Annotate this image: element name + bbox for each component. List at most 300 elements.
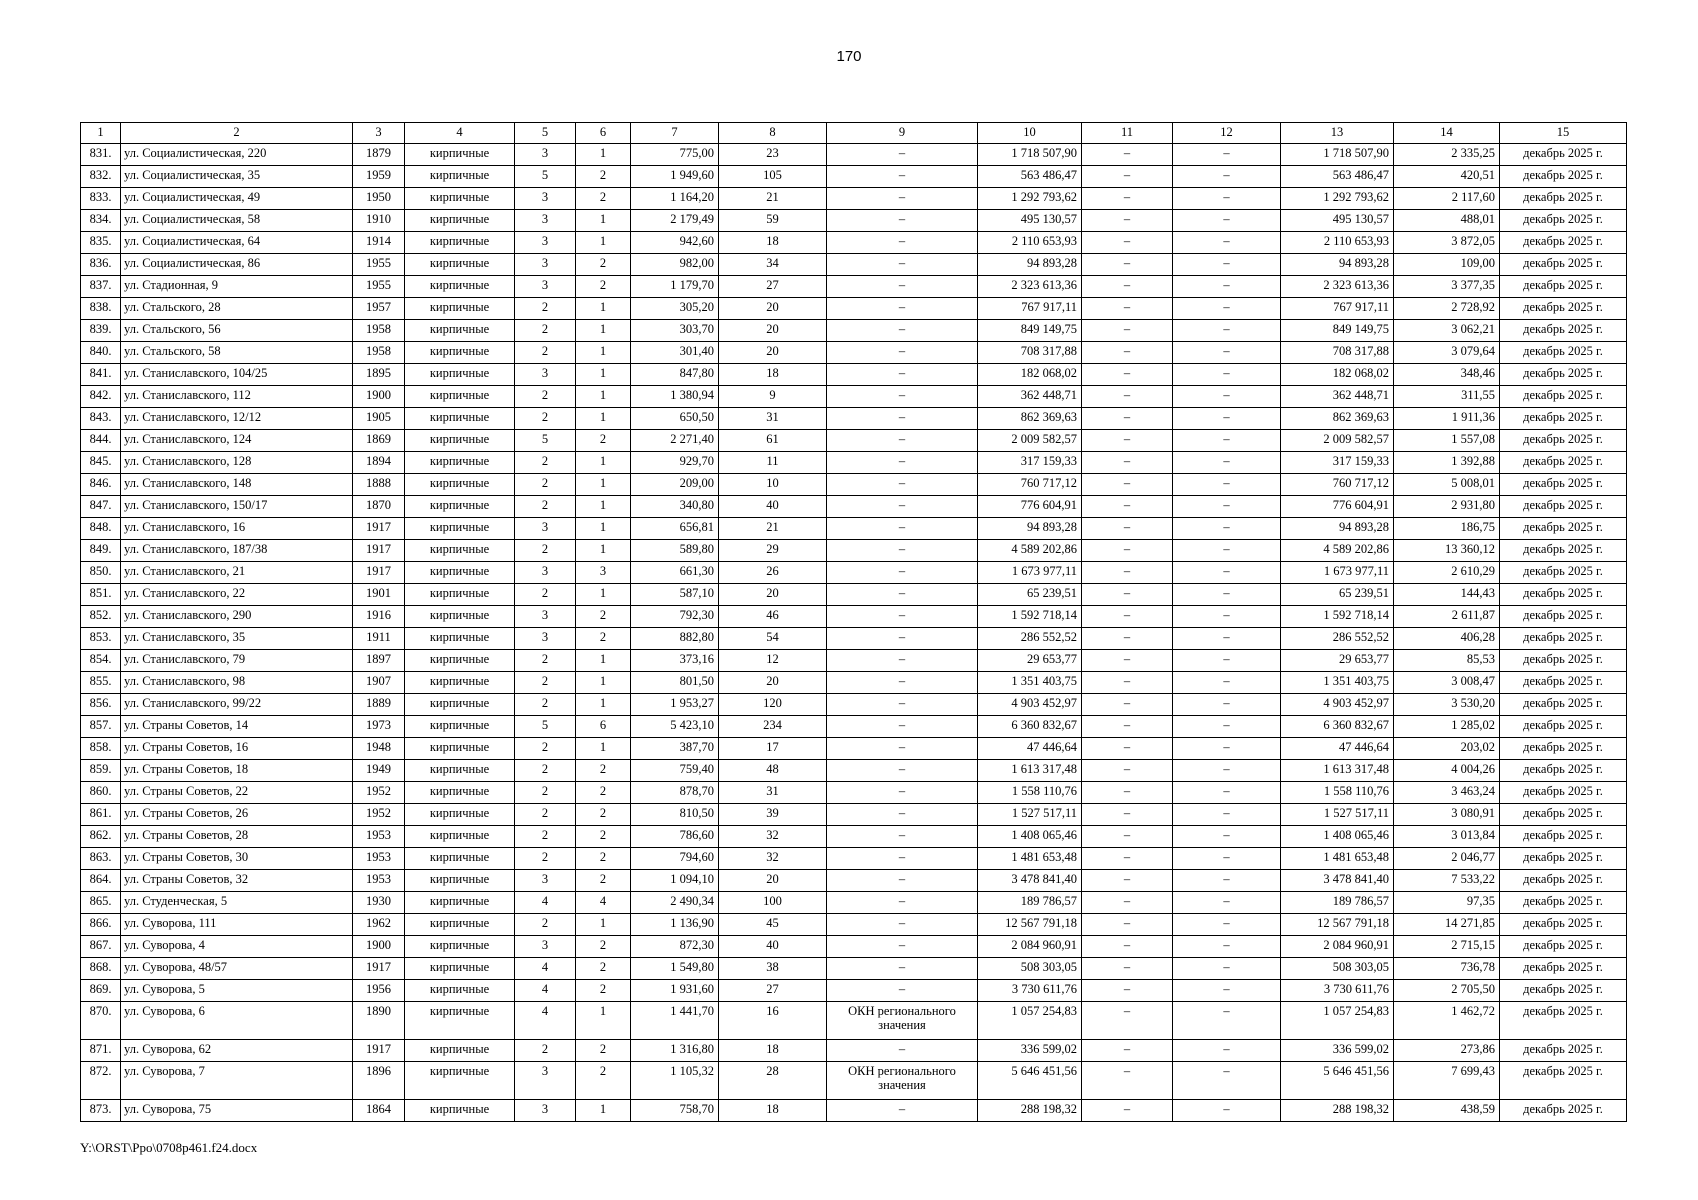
cell-funding-col-12: – — [1173, 1100, 1281, 1122]
cell-year-built: 1914 — [353, 232, 405, 254]
cell-entrances: 1 — [576, 738, 631, 760]
cell-area: 759,40 — [631, 760, 719, 782]
cell-floors: 2 — [515, 342, 576, 364]
cell-address: ул. Социалистическая, 64 — [121, 232, 353, 254]
cell-heritage-status: – — [827, 694, 978, 716]
cell-wall-material: кирпичные — [405, 342, 515, 364]
cell-address: ул. Социалистическая, 49 — [121, 188, 353, 210]
cell-heritage-status: – — [827, 914, 978, 936]
cell-funding-col-12: – — [1173, 782, 1281, 804]
cell-heritage-status: – — [827, 958, 978, 980]
cell-heritage-status: – — [827, 826, 978, 848]
cell-funding-col-12: – — [1173, 210, 1281, 232]
cell-cost-per-sqm: 7 533,22 — [1394, 870, 1500, 892]
cell-cost-per-sqm: 273,86 — [1394, 1040, 1500, 1062]
cell-floors: 3 — [515, 232, 576, 254]
column-header: 15 — [1500, 123, 1627, 144]
cell-residents: 59 — [719, 210, 827, 232]
cell-heritage-status: – — [827, 870, 978, 892]
cell-wall-material: кирпичные — [405, 958, 515, 980]
cell-deadline: декабрь 2025 г. — [1500, 738, 1627, 760]
cell-cost-total: 336 599,02 — [978, 1040, 1082, 1062]
cell-funding-col-13: 5 646 451,56 — [1281, 1062, 1394, 1100]
cell-funding-col-13: 508 303,05 — [1281, 958, 1394, 980]
cell-cost-per-sqm: 488,01 — [1394, 210, 1500, 232]
cell-heritage-status: – — [827, 738, 978, 760]
cell-year-built: 1948 — [353, 738, 405, 760]
cell-floors: 2 — [515, 650, 576, 672]
cell-row-number: 858. — [81, 738, 121, 760]
cell-floors: 2 — [515, 804, 576, 826]
cell-funding-col-13: 4 903 452,97 — [1281, 694, 1394, 716]
cell-year-built: 1955 — [353, 254, 405, 276]
cell-floors: 3 — [515, 364, 576, 386]
cell-deadline: декабрь 2025 г. — [1500, 826, 1627, 848]
cell-row-number: 873. — [81, 1100, 121, 1122]
cell-funding-col-12: – — [1173, 342, 1281, 364]
cell-wall-material: кирпичные — [405, 980, 515, 1002]
cell-address: ул. Суворова, 6 — [121, 1002, 353, 1040]
cell-residents: 16 — [719, 1002, 827, 1040]
cell-funding-col-11: – — [1082, 188, 1173, 210]
cell-cost-per-sqm: 2 715,15 — [1394, 936, 1500, 958]
cell-cost-per-sqm: 3 872,05 — [1394, 232, 1500, 254]
cell-wall-material: кирпичные — [405, 606, 515, 628]
cell-cost-total: 286 552,52 — [978, 628, 1082, 650]
cell-funding-col-12: – — [1173, 386, 1281, 408]
cell-wall-material: кирпичные — [405, 1062, 515, 1100]
cell-cost-total: 3 478 841,40 — [978, 870, 1082, 892]
cell-address: ул. Страны Советов, 18 — [121, 760, 353, 782]
cell-funding-col-13: 776 604,91 — [1281, 496, 1394, 518]
cell-year-built: 1916 — [353, 606, 405, 628]
cell-floors: 2 — [515, 386, 576, 408]
cell-cost-per-sqm: 5 008,01 — [1394, 474, 1500, 496]
cell-year-built: 1917 — [353, 1040, 405, 1062]
cell-cost-per-sqm: 2 728,92 — [1394, 298, 1500, 320]
cell-floors: 2 — [515, 452, 576, 474]
cell-residents: 32 — [719, 826, 827, 848]
cell-heritage-status: – — [827, 782, 978, 804]
cell-row-number: 846. — [81, 474, 121, 496]
cell-year-built: 1953 — [353, 826, 405, 848]
cell-row-number: 850. — [81, 562, 121, 584]
cell-area: 5 423,10 — [631, 716, 719, 738]
cell-deadline: декабрь 2025 г. — [1500, 936, 1627, 958]
cell-funding-col-12: – — [1173, 496, 1281, 518]
cell-deadline: декабрь 2025 г. — [1500, 804, 1627, 826]
cell-funding-col-11: – — [1082, 892, 1173, 914]
cell-residents: 20 — [719, 342, 827, 364]
cell-address: ул. Станиславского, 22 — [121, 584, 353, 606]
column-header: 1 — [81, 123, 121, 144]
cell-row-number: 869. — [81, 980, 121, 1002]
cell-residents: 18 — [719, 232, 827, 254]
cell-cost-total: 2 084 960,91 — [978, 936, 1082, 958]
cell-funding-col-11: – — [1082, 936, 1173, 958]
cell-entrances: 1 — [576, 584, 631, 606]
cell-heritage-status: – — [827, 166, 978, 188]
cell-funding-col-12: – — [1173, 452, 1281, 474]
cell-area: 589,80 — [631, 540, 719, 562]
cell-floors: 3 — [515, 1100, 576, 1122]
cell-wall-material: кирпичные — [405, 848, 515, 870]
cell-cost-total: 767 917,11 — [978, 298, 1082, 320]
table-row — [81, 848, 1627, 870]
cell-year-built: 1896 — [353, 1062, 405, 1100]
cell-cost-total: 29 653,77 — [978, 650, 1082, 672]
cell-deadline: декабрь 2025 г. — [1500, 848, 1627, 870]
cell-cost-per-sqm: 3 008,47 — [1394, 672, 1500, 694]
cell-address: ул. Суворова, 48/57 — [121, 958, 353, 980]
cell-address: ул. Стальского, 28 — [121, 298, 353, 320]
cell-year-built: 1864 — [353, 1100, 405, 1122]
table-row — [81, 1002, 1627, 1040]
cell-cost-total: 495 130,57 — [978, 210, 1082, 232]
cell-funding-col-12: – — [1173, 254, 1281, 276]
cell-floors: 3 — [515, 188, 576, 210]
cell-entrances: 1 — [576, 1002, 631, 1040]
cell-cost-per-sqm: 97,35 — [1394, 892, 1500, 914]
cell-funding-col-13: 94 893,28 — [1281, 254, 1394, 276]
cell-address: ул. Страны Советов, 32 — [121, 870, 353, 892]
cell-floors: 2 — [515, 540, 576, 562]
cell-deadline: декабрь 2025 г. — [1500, 958, 1627, 980]
cell-deadline: декабрь 2025 г. — [1500, 716, 1627, 738]
cell-address: ул. Станиславского, 187/38 — [121, 540, 353, 562]
cell-deadline: декабрь 2025 г. — [1500, 672, 1627, 694]
cell-funding-col-11: – — [1082, 1040, 1173, 1062]
cell-year-built: 1973 — [353, 716, 405, 738]
cell-year-built: 1901 — [353, 584, 405, 606]
cell-area: 387,70 — [631, 738, 719, 760]
cell-row-number: 851. — [81, 584, 121, 606]
cell-deadline: декабрь 2025 г. — [1500, 870, 1627, 892]
table-row — [81, 694, 1627, 716]
table-row — [81, 232, 1627, 254]
cell-cost-per-sqm: 311,55 — [1394, 386, 1500, 408]
cell-deadline: декабрь 2025 г. — [1500, 562, 1627, 584]
cell-cost-per-sqm: 2 705,50 — [1394, 980, 1500, 1002]
cell-address: ул. Суворова, 7 — [121, 1062, 353, 1100]
cell-cost-total: 849 149,75 — [978, 320, 1082, 342]
table-row — [81, 606, 1627, 628]
cell-entrances: 1 — [576, 408, 631, 430]
cell-address: ул. Стадионная, 9 — [121, 276, 353, 298]
cell-cost-per-sqm: 2 611,87 — [1394, 606, 1500, 628]
cell-year-built: 1952 — [353, 782, 405, 804]
cell-address: ул. Страны Советов, 14 — [121, 716, 353, 738]
cell-cost-total: 6 360 832,67 — [978, 716, 1082, 738]
cell-funding-col-11: – — [1082, 826, 1173, 848]
cell-wall-material: кирпичные — [405, 738, 515, 760]
cell-cost-total: 1 592 718,14 — [978, 606, 1082, 628]
cell-residents: 21 — [719, 188, 827, 210]
table-row — [81, 584, 1627, 606]
cell-row-number: 832. — [81, 166, 121, 188]
cell-residents: 29 — [719, 540, 827, 562]
cell-residents: 20 — [719, 584, 827, 606]
cell-deadline: декабрь 2025 г. — [1500, 1040, 1627, 1062]
cell-year-built: 1917 — [353, 562, 405, 584]
cell-address: ул. Страны Советов, 30 — [121, 848, 353, 870]
cell-funding-col-11: – — [1082, 430, 1173, 452]
cell-entrances: 1 — [576, 694, 631, 716]
cell-entrances: 1 — [576, 364, 631, 386]
cell-area: 661,30 — [631, 562, 719, 584]
cell-heritage-status: – — [827, 276, 978, 298]
cell-cost-per-sqm: 438,59 — [1394, 1100, 1500, 1122]
column-header: 7 — [631, 123, 719, 144]
cell-heritage-status: ОКН регионального значения — [827, 1062, 978, 1100]
cell-funding-col-13: 708 317,88 — [1281, 342, 1394, 364]
cell-funding-col-11: – — [1082, 298, 1173, 320]
cell-wall-material: кирпичные — [405, 782, 515, 804]
cell-funding-col-12: – — [1173, 320, 1281, 342]
cell-cost-total: 1 527 517,11 — [978, 804, 1082, 826]
cell-residents: 11 — [719, 452, 827, 474]
cell-cost-per-sqm: 109,00 — [1394, 254, 1500, 276]
cell-deadline: декабрь 2025 г. — [1500, 584, 1627, 606]
cell-heritage-status: – — [827, 936, 978, 958]
cell-funding-col-12: – — [1173, 826, 1281, 848]
cell-wall-material: кирпичные — [405, 694, 515, 716]
cell-heritage-status: – — [827, 980, 978, 1002]
cell-funding-col-13: 182 068,02 — [1281, 364, 1394, 386]
cell-funding-col-12: – — [1173, 980, 1281, 1002]
cell-deadline: декабрь 2025 г. — [1500, 694, 1627, 716]
cell-funding-col-12: – — [1173, 188, 1281, 210]
cell-year-built: 1952 — [353, 804, 405, 826]
cell-floors: 5 — [515, 430, 576, 452]
cell-funding-col-13: 1 673 977,11 — [1281, 562, 1394, 584]
cell-wall-material: кирпичные — [405, 936, 515, 958]
cell-heritage-status: – — [827, 584, 978, 606]
cell-deadline: декабрь 2025 г. — [1500, 980, 1627, 1002]
cell-funding-col-12: – — [1173, 276, 1281, 298]
cell-funding-col-12: – — [1173, 364, 1281, 386]
cell-funding-col-12: – — [1173, 716, 1281, 738]
cell-funding-col-11: – — [1082, 518, 1173, 540]
cell-address: ул. Стальского, 56 — [121, 320, 353, 342]
cell-heritage-status: – — [827, 320, 978, 342]
cell-funding-col-12: – — [1173, 298, 1281, 320]
cell-funding-col-12: – — [1173, 408, 1281, 430]
cell-funding-col-13: 1 592 718,14 — [1281, 606, 1394, 628]
column-header: 2 — [121, 123, 353, 144]
cell-cost-per-sqm: 2 117,60 — [1394, 188, 1500, 210]
cell-entrances: 2 — [576, 188, 631, 210]
cell-entrances: 1 — [576, 672, 631, 694]
table-row — [81, 188, 1627, 210]
cell-wall-material: кирпичные — [405, 628, 515, 650]
cell-floors: 2 — [515, 496, 576, 518]
cell-wall-material: кирпичные — [405, 474, 515, 496]
cell-deadline: декабрь 2025 г. — [1500, 364, 1627, 386]
cell-area: 656,81 — [631, 518, 719, 540]
cell-funding-col-11: – — [1082, 166, 1173, 188]
cell-floors: 2 — [515, 694, 576, 716]
cell-funding-col-13: 3 730 611,76 — [1281, 980, 1394, 1002]
cell-residents: 23 — [719, 144, 827, 166]
cell-funding-col-11: – — [1082, 914, 1173, 936]
cell-heritage-status: ОКН регионального значения — [827, 1002, 978, 1040]
cell-cost-total: 3 730 611,76 — [978, 980, 1082, 1002]
cell-deadline: декабрь 2025 г. — [1500, 144, 1627, 166]
cell-floors: 4 — [515, 980, 576, 1002]
cell-funding-col-13: 47 446,64 — [1281, 738, 1394, 760]
cell-year-built: 1949 — [353, 760, 405, 782]
cell-cost-per-sqm: 2 610,29 — [1394, 562, 1500, 584]
cell-residents: 105 — [719, 166, 827, 188]
cell-floors: 3 — [515, 606, 576, 628]
cell-floors: 2 — [515, 1040, 576, 1062]
cell-cost-total: 708 317,88 — [978, 342, 1082, 364]
cell-funding-col-11: – — [1082, 474, 1173, 496]
cell-cost-total: 2 323 613,36 — [978, 276, 1082, 298]
cell-funding-col-12: – — [1173, 870, 1281, 892]
cell-deadline: декабрь 2025 г. — [1500, 518, 1627, 540]
table-row — [81, 320, 1627, 342]
cell-row-number: 831. — [81, 144, 121, 166]
cell-residents: 38 — [719, 958, 827, 980]
cell-floors: 4 — [515, 958, 576, 980]
cell-wall-material: кирпичные — [405, 826, 515, 848]
cell-cost-total: 760 717,12 — [978, 474, 1082, 496]
cell-row-number: 866. — [81, 914, 121, 936]
cell-address: ул. Страны Советов, 16 — [121, 738, 353, 760]
cell-funding-col-12: – — [1173, 606, 1281, 628]
cell-funding-col-13: 288 198,32 — [1281, 1100, 1394, 1122]
cell-funding-col-11: – — [1082, 144, 1173, 166]
cell-heritage-status: – — [827, 474, 978, 496]
cell-residents: 61 — [719, 430, 827, 452]
cell-heritage-status: – — [827, 892, 978, 914]
cell-deadline: декабрь 2025 г. — [1500, 892, 1627, 914]
cell-entrances: 2 — [576, 1040, 631, 1062]
cell-cost-per-sqm: 2 931,80 — [1394, 496, 1500, 518]
cell-entrances: 2 — [576, 782, 631, 804]
cell-residents: 27 — [719, 980, 827, 1002]
cell-area: 775,00 — [631, 144, 719, 166]
cell-cost-total: 1 673 977,11 — [978, 562, 1082, 584]
cell-floors: 3 — [515, 936, 576, 958]
cell-address: ул. Студенческая, 5 — [121, 892, 353, 914]
table-row — [81, 958, 1627, 980]
cell-floors: 4 — [515, 1002, 576, 1040]
table-row — [81, 1100, 1627, 1122]
cell-year-built: 1956 — [353, 980, 405, 1002]
table-row — [81, 650, 1627, 672]
cell-residents: 20 — [719, 672, 827, 694]
cell-residents: 40 — [719, 936, 827, 958]
cell-floors: 3 — [515, 628, 576, 650]
cell-area: 1 179,70 — [631, 276, 719, 298]
table-row — [81, 826, 1627, 848]
cell-floors: 3 — [515, 1062, 576, 1100]
cell-entrances: 2 — [576, 276, 631, 298]
cell-funding-col-13: 563 486,47 — [1281, 166, 1394, 188]
cell-cost-total: 862 369,63 — [978, 408, 1082, 430]
cell-funding-col-12: – — [1173, 628, 1281, 650]
cell-area: 373,16 — [631, 650, 719, 672]
cell-cost-per-sqm: 406,28 — [1394, 628, 1500, 650]
cell-funding-col-11: – — [1082, 408, 1173, 430]
cell-area: 1 380,94 — [631, 386, 719, 408]
cell-deadline: декабрь 2025 г. — [1500, 1062, 1627, 1100]
cell-entrances: 2 — [576, 980, 631, 1002]
cell-address: ул. Станиславского, 35 — [121, 628, 353, 650]
cell-row-number: 840. — [81, 342, 121, 364]
cell-area: 587,10 — [631, 584, 719, 606]
cell-address: ул. Стальского, 58 — [121, 342, 353, 364]
cell-funding-col-13: 1 481 653,48 — [1281, 848, 1394, 870]
cell-floors: 2 — [515, 298, 576, 320]
cell-row-number: 849. — [81, 540, 121, 562]
cell-cost-per-sqm: 1 462,72 — [1394, 1002, 1500, 1040]
cell-area: 305,20 — [631, 298, 719, 320]
cell-deadline: декабрь 2025 г. — [1500, 210, 1627, 232]
cell-entrances: 1 — [576, 540, 631, 562]
cell-entrances: 2 — [576, 606, 631, 628]
cell-funding-col-13: 1 613 317,48 — [1281, 760, 1394, 782]
cell-cost-total: 1 292 793,62 — [978, 188, 1082, 210]
cell-funding-col-11: – — [1082, 738, 1173, 760]
table-row — [81, 804, 1627, 826]
cell-cost-total: 1 613 317,48 — [978, 760, 1082, 782]
table-row — [81, 562, 1627, 584]
cell-address: ул. Суворова, 75 — [121, 1100, 353, 1122]
cell-wall-material: кирпичные — [405, 144, 515, 166]
cell-funding-col-11: – — [1082, 870, 1173, 892]
cell-wall-material: кирпичные — [405, 386, 515, 408]
cell-funding-col-13: 362 448,71 — [1281, 386, 1394, 408]
cell-funding-col-13: 4 589 202,86 — [1281, 540, 1394, 562]
cell-funding-col-11: – — [1082, 958, 1173, 980]
cell-area: 1 931,60 — [631, 980, 719, 1002]
cell-floors: 2 — [515, 672, 576, 694]
cell-area: 301,40 — [631, 342, 719, 364]
cell-cost-per-sqm: 85,53 — [1394, 650, 1500, 672]
table-row — [81, 210, 1627, 232]
cell-wall-material: кирпичные — [405, 650, 515, 672]
cell-address: ул. Станиславского, 104/25 — [121, 364, 353, 386]
cell-address: ул. Станиславского, 21 — [121, 562, 353, 584]
cell-row-number: 838. — [81, 298, 121, 320]
table-row — [81, 474, 1627, 496]
cell-funding-col-13: 767 917,11 — [1281, 298, 1394, 320]
cell-floors: 2 — [515, 408, 576, 430]
cell-entrances: 1 — [576, 914, 631, 936]
cell-residents: 21 — [719, 518, 827, 540]
cell-cost-per-sqm: 203,02 — [1394, 738, 1500, 760]
cell-address: ул. Станиславского, 12/12 — [121, 408, 353, 430]
cell-wall-material: кирпичные — [405, 298, 515, 320]
cell-residents: 40 — [719, 496, 827, 518]
cell-row-number: 855. — [81, 672, 121, 694]
cell-floors: 3 — [515, 210, 576, 232]
cell-entrances: 1 — [576, 474, 631, 496]
cell-floors: 2 — [515, 760, 576, 782]
cell-heritage-status: – — [827, 210, 978, 232]
cell-funding-col-12: – — [1173, 474, 1281, 496]
cell-entrances: 1 — [576, 144, 631, 166]
cell-address: ул. Станиславского, 150/17 — [121, 496, 353, 518]
cell-residents: 10 — [719, 474, 827, 496]
cell-residents: 31 — [719, 408, 827, 430]
cell-wall-material: кирпичные — [405, 760, 515, 782]
cell-wall-material: кирпичные — [405, 166, 515, 188]
